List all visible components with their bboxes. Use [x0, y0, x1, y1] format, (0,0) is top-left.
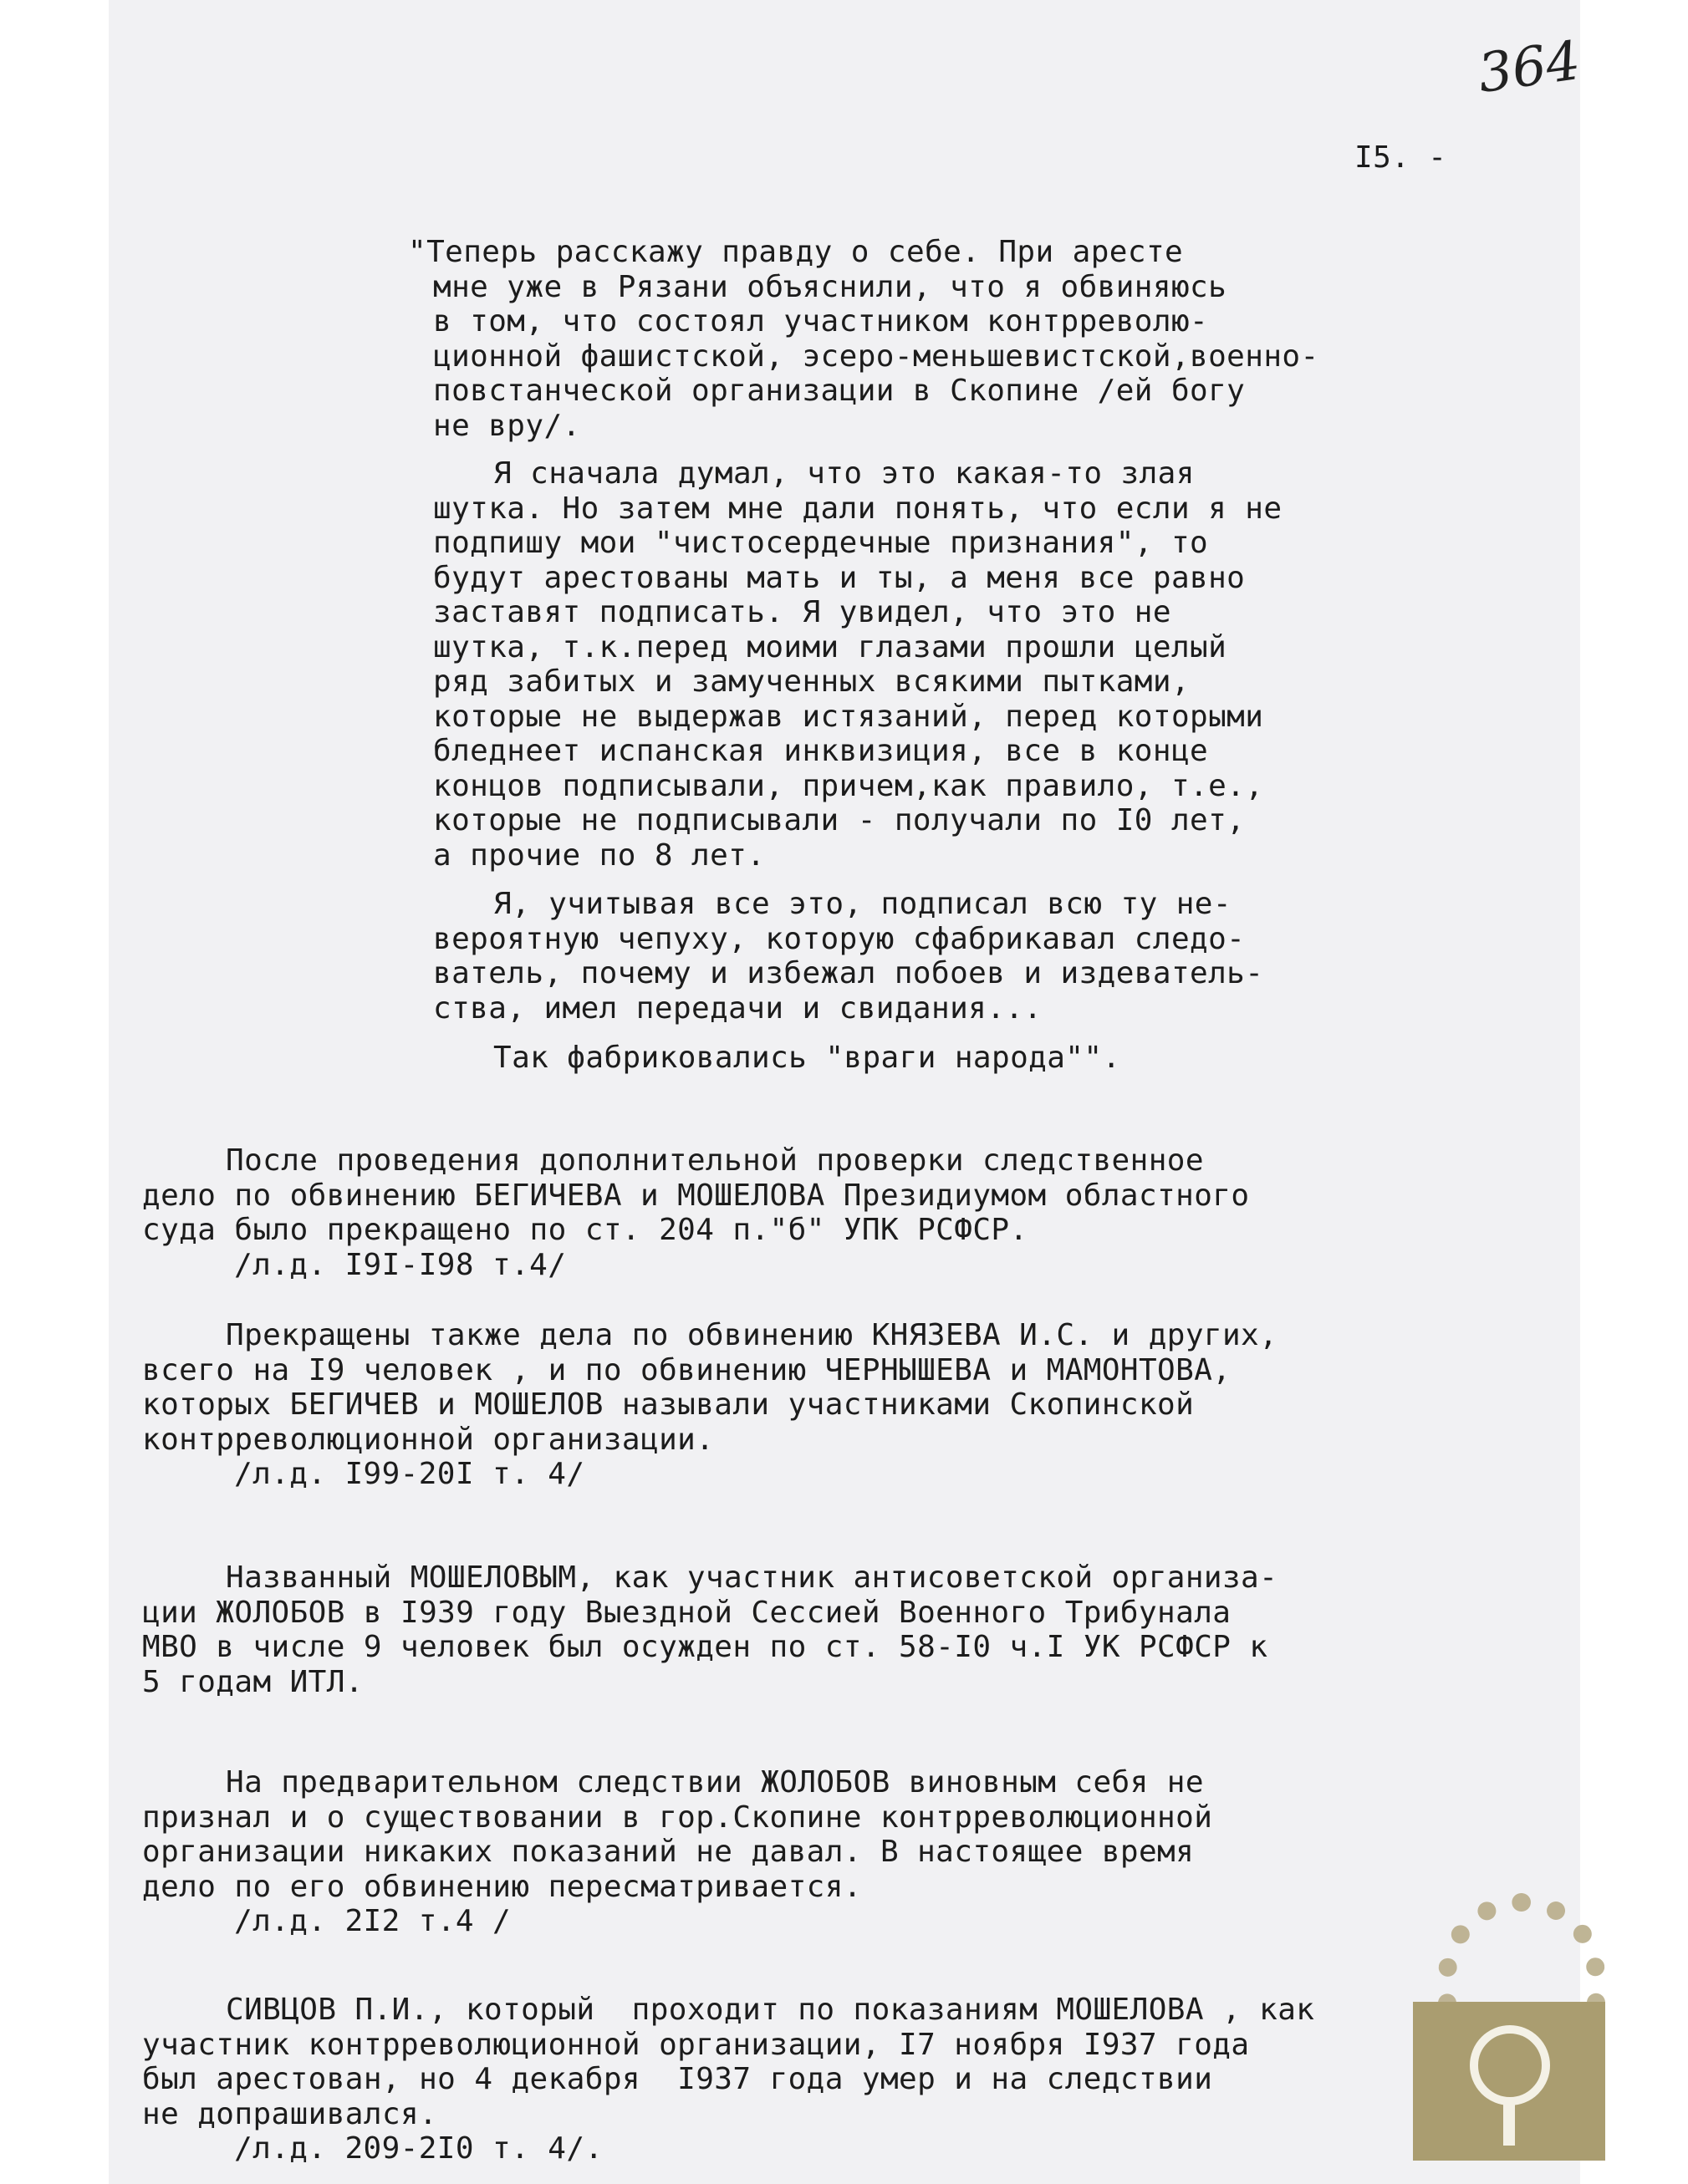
text-line: дело по обвинению БЕГИЧЕВА и МОШЕЛОВА Президиумом областного — [142, 1178, 1250, 1213]
text-line: "Теперь расскажу правду о себе. При аресте — [408, 235, 1184, 269]
text-line: шутка. Но затем мне дали понять, что если я не — [433, 491, 1283, 526]
text-line: ции ЖОЛОБОВ в I939 году Выездной Сессией Военного Трибунала — [142, 1595, 1232, 1630]
text-line: повстанческой организации в Скопине /ей богу — [433, 374, 1246, 408]
text-line: ряд забитых и замученных всякими пытками, — [433, 664, 1191, 699]
text-line: суда было прекращено по ст. 204 п."б" УПК РСФСР. — [142, 1213, 1028, 1247]
text-line: Названный МОШЕЛОВЫМ, как участник антисоветской организа- — [226, 1560, 1278, 1595]
case-reference: /л.д. I9I-I98 т.4/ — [234, 1247, 567, 1282]
text-line: не вру/. — [433, 408, 581, 443]
text-line: участник контрреволюционной организации, I7 ноября I937 года — [142, 2027, 1250, 2062]
text-line: Я, учитывая все это, подписал всю ту не- — [493, 887, 1232, 921]
archive-sheet-number: 364 — [1474, 29, 1584, 106]
quote-paragraph-3 — [433, 887, 1263, 1026]
quote-paragraph-2 — [433, 456, 1282, 873]
text-line: бледнеет испанская инквизиция, все в конце — [433, 734, 1209, 768]
text-line: которые не подписывали - получали по I0 лет, — [433, 803, 1246, 837]
text-line: которых БЕГИЧЕВ и МОШЕЛОВ называли участниками Скопинской — [142, 1387, 1195, 1422]
text-line: СИВЦОВ П.И., который проходит по показаниям МОШЕЛОВА , как — [226, 1993, 1315, 2027]
text-line: 5 годам ИТЛ. — [142, 1664, 364, 1699]
page-number: I5. - — [1354, 140, 1447, 175]
text-line: организации никаких показаний не давал. В настоящее время — [142, 1835, 1195, 1869]
unlock-stamp-icon — [1413, 1893, 1655, 2169]
text-line: После проведения дополнительной проверки следственное — [226, 1143, 1204, 1178]
text-line: ционной фашистской, эсеро-меньшевистской,военно- — [433, 339, 1319, 374]
text-line: Я сначала думал, что это какая-то злая — [493, 456, 1195, 491]
text-line: всего на I9 человек , и по обвинению ЧЕРНЫШЕВА и МАМОНТОВА, — [142, 1352, 1232, 1387]
text-line: вероятную чепуху, которую сфабрикавал следо- — [433, 921, 1246, 956]
text-line: ства, имел передачи и свидания... — [433, 990, 1043, 1026]
case-reference: /л.д. 209-2I0 т. 4/. — [234, 2131, 604, 2166]
text-line: признал и о существовании в гор.Скопине контрреволюционной — [142, 1800, 1213, 1835]
text-line: мне уже в Рязани объяснили, что я обвиняюсь — [433, 269, 1227, 304]
section-sivtsov — [142, 1993, 1314, 2166]
text-line: шутка, т.к.перед моими глазами прошли целый — [433, 629, 1227, 664]
section-termination-begichev — [142, 1143, 1249, 1282]
text-line: будут арестованы мать и ты, а меня все равно — [433, 560, 1246, 595]
text-line: в том, что состоял участником контрреволю- — [433, 304, 1209, 339]
text-line: контрреволюционной организации. — [142, 1422, 715, 1457]
case-reference: /л.д. I99-20I т. 4/ — [234, 1457, 585, 1491]
quote-paragraph-1 — [408, 235, 1319, 443]
text-line: ватель, почему и избежал побоев и издеватель- — [433, 956, 1264, 990]
text-line: не допрашивался. — [142, 2096, 438, 2131]
case-reference: /л.д. 2I2 т.4 / — [234, 1904, 512, 1938]
section-zholobov-conviction — [142, 1560, 1277, 1699]
text-line: заставят подписать. Я увидел, что это не — [433, 595, 1171, 629]
text-line: На предварительном следствии ЖОЛОБОВ виновным себя не — [226, 1765, 1204, 1800]
text-line: а прочие по 8 лет. — [433, 837, 766, 873]
keyhole-ring — [1470, 2025, 1550, 2105]
text-line: Прекращены также дела по обвинению КНЯЗЕВА И.С. и других, — [226, 1318, 1278, 1352]
section-termination-knyazev — [142, 1318, 1277, 1492]
section-zholobov-investigation — [142, 1765, 1212, 1939]
keyhole-stem — [1503, 2100, 1515, 2146]
text-line: концов подписывали, причем,как правило, т.е., — [433, 768, 1264, 803]
quote-closing-line: Так фабриковались "враги народа"". — [493, 1041, 1121, 1075]
text-line: МВО в числе 9 человек был осужден по ст. 58-I0 ч.I УК РСФСР к — [142, 1630, 1268, 1664]
text-line: был арестован, но 4 декабря I937 года умер и на следствии — [142, 2062, 1213, 2096]
text-line: подпишу мои "чистосердечные признания", то — [433, 526, 1209, 560]
text-line: дело по его обвинению пересматривается. — [142, 1869, 862, 1904]
text-line: которые не выдержав истязаний, перед которыми — [433, 699, 1264, 734]
